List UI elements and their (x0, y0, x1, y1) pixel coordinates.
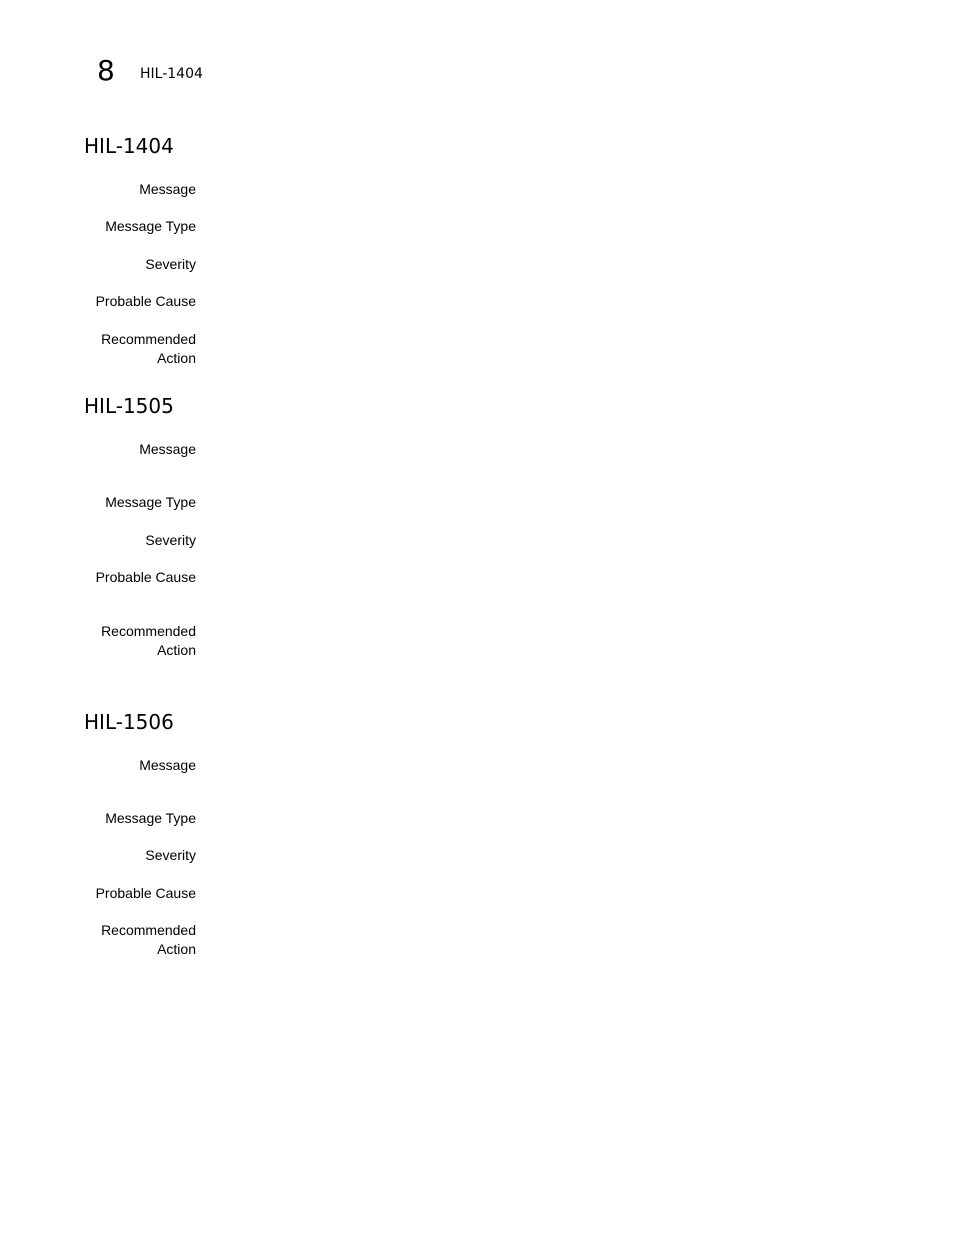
message-label: Message (139, 441, 196, 457)
recommended-action-label-line1: Recommended (101, 331, 196, 347)
recommended-action-label-line2: Action (157, 350, 196, 366)
recommended-action-label-line1: Recommended (101, 922, 196, 938)
message-label: Message (139, 757, 196, 773)
message-type-label: Message Type (105, 494, 196, 510)
probable-cause-label: Probable Cause (95, 885, 196, 901)
severity-label: Severity (145, 847, 196, 863)
section-title: HIL-1404 (84, 134, 174, 158)
recommended-action-label-line2: Action (157, 941, 196, 957)
section-hil-1505 (84, 394, 884, 674)
message-label: Message (139, 181, 196, 197)
message-type-label: Message Type (105, 810, 196, 826)
chapter-number: 8 (97, 54, 115, 87)
section-title: HIL-1505 (84, 394, 174, 418)
message-type-label: Message Type (105, 218, 196, 234)
recommended-action-label-line2: Action (157, 642, 196, 658)
recommended-action-label-line1: Recommended (101, 623, 196, 639)
section-hil-1404 (84, 134, 884, 374)
section-title: HIL-1506 (84, 710, 174, 734)
section-hil-1506 (84, 710, 884, 970)
probable-cause-label: Probable Cause (95, 569, 196, 585)
running-title: HIL-1404 (140, 66, 203, 82)
severity-label: Severity (145, 532, 196, 548)
severity-label: Severity (145, 256, 196, 272)
probable-cause-label: Probable Cause (95, 293, 196, 309)
